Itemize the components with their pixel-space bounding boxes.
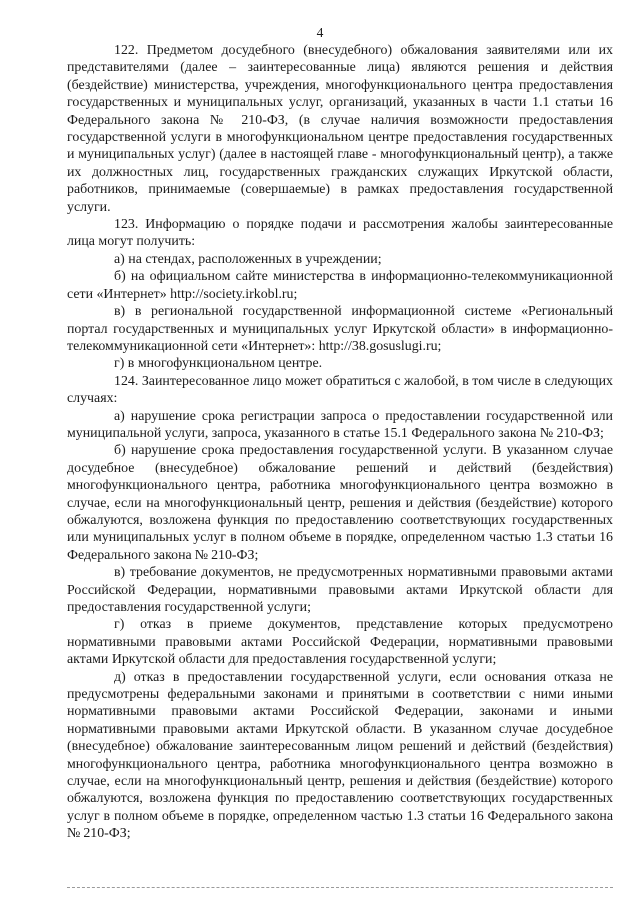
item-124-d: д) отказ в предоставлении государственной услуги, если основания отказа не предусмотрены федеральными законами и принятыми в соответствии с ними иными нормативными правовыми актами Российской Федерации, законами и иными нормативными правовыми актами Иркутской области. В указанном случае досудебное (внесудебное) обжалование заинтересованным лицом решений и действий (бездействия) многофункционального центра, работника многофункционального центра возможно в случае, если на многофункциональный центр, решения и действия (бездействие) которого обжалуются, возложена функция по предоставлению соответствующих государственных услуг в полном объеме в порядке, определенном частью 1.3 статьи 16 Федерального закона № 210-ФЗ; bbox=[67, 669, 613, 842]
page-number: 4 bbox=[316, 25, 324, 40]
item-123-v: в) в региональной государственной информационной системе «Региональный портал государственных и муниципальных услуг Иркутской области» в информационно-телекоммуникационной сети «Интернет»: http://38.gosuslugi.ru; bbox=[67, 304, 613, 354]
item-124-b: б) нарушение срока предоставления государственной услуги. В указанном случае досудебное (внесудебное) обжалование решений и действий (бездействия) многофункционального центра, работника многофункционального центра возможно в случае, если на многофункциональный центр, решения и действия (бездействие) которого обжалуются, возложена функция по предоставлению соответствующих государственных или муниципальных услуг в полном объеме в порядке, определенном частью 1.3 статьи 16 Федерального закона № 210-ФЗ; bbox=[67, 443, 613, 563]
paragraph-124: 124. Заинтересованное лицо может обратиться с жалобой, в том числе в следующих случаях: bbox=[67, 373, 613, 407]
item-123-b: б) на официальном сайте министерства в информационно-телекоммуникационной сети «Интернет» http://society.irkobl.ru; bbox=[67, 269, 613, 302]
item-124-g: г) отказ в приеме документов, представление которых предусмотрено нормативными правовыми актами Российской Федерации, нормативными правовыми актами Иркутской области для предоставления государственной услуги; bbox=[67, 617, 613, 668]
item-124-v: в) требование документов, не предусмотренных нормативными правовыми актами Российской Федерации, нормативными правовыми актами Иркутской области для предоставления государственной услуги; bbox=[67, 565, 613, 615]
paragraph-123: 123. Информацию о порядке подачи и рассмотрения жалобы заинтересованные лица могут получить: bbox=[67, 217, 613, 250]
footer-rule bbox=[67, 887, 613, 888]
paragraph-122: 122. Предметом досудебного (внесудебного) обжалования заявителями или их представителями (далее – заинтересованные лица) являются решения и действия (бездействие) министерства, учреждения, многофункционального центра предоставления государственных и муниципальных услуг, организаций, указанных в части 1.1 статьи 16 Федерального закона № 210-ФЗ, (в случае наличия возможности предоставления государственной услуги в многофункциональном центре предоставления государственных и муниципальных услуг) (далее в настоящей главе - многофункциональный центр), а также их должностных лиц, государственных гражданских служащих Иркутской области, работников, принимаемые (совершаемые) в рамках предоставления государственной услуги. bbox=[67, 43, 613, 215]
item-123-a: а) на стендах, расположенных в учреждении; bbox=[114, 251, 382, 267]
document-body bbox=[67, 42, 613, 843]
item-123-g: г) в многофункциональном центре. bbox=[114, 356, 323, 372]
item-124-a: а) нарушение срока регистрации запроса о предоставлении государственной или муниципальной услуги, запроса, указанного в статье 15.1 Федерального закона № 210-ФЗ; bbox=[67, 408, 613, 441]
